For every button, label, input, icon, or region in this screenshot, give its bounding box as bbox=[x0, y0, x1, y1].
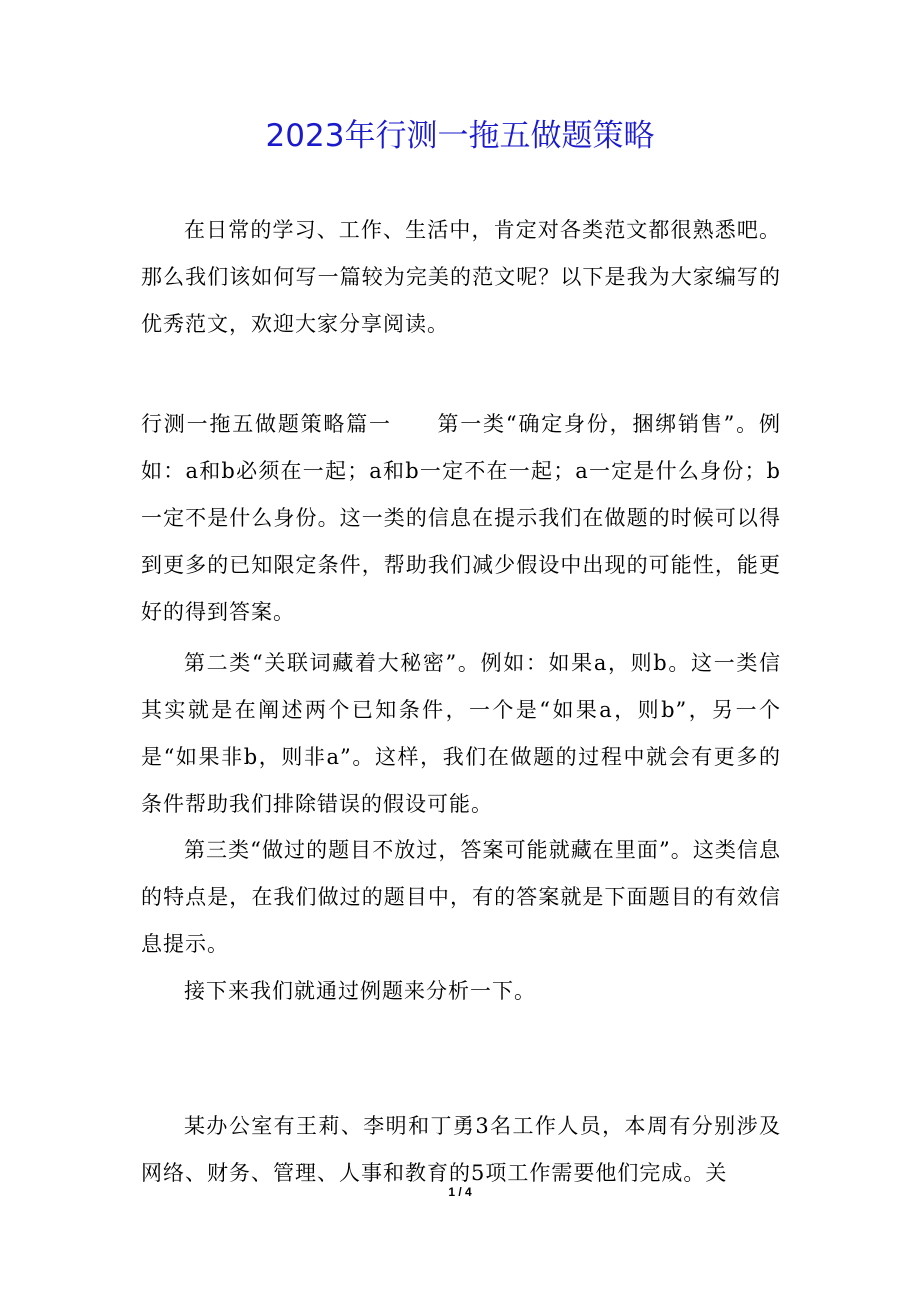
type3-paragraph: 第三类“做过的题目不放过，答案可能就藏在里面”。这类信息的特点是，在我们做过的题目中，有的答案就是下面题目的有效信息提示。 bbox=[141, 838, 781, 956]
type2-paragraph: 第二类“关联词藏着大秘密”。例如：如果a，则b。这一类信其实就是在阐述两个已知条件，一个是“如果a，则b”，另一个是“如果非b，则非a”。这样，我们在做题的过程中就会有更多的条件帮助我们排除错误的假设可能。 bbox=[141, 651, 781, 816]
page-number: 1 / 4 bbox=[448, 1185, 472, 1199]
intro-paragraph: 在日常的学习、工作、生活中，肯定对各类范文都很熟悉吧。那么我们该如何写一篇较为完美的范文呢？以下是我为大家编写的优秀范文，欢迎大家分享阅读。 bbox=[141, 218, 781, 336]
document-title: 2023年行测一拖五做题策略 bbox=[265, 118, 655, 154]
section1-paragraph: 行测一拖五做题策略篇一 第一类“确定身份，捆绑销售”。例如：a和b必须在一起；a和b一定不在一起；a一定是什么身份；b一定不是什么身份。这一类的信息在提示我们在做题的时候可以得到更多的已知限定条件，帮助我们减少假设中出现的可能性，能更好的得到答案。 bbox=[141, 412, 781, 624]
transition-paragraph: 接下来我们就通过例题来分析一下。 bbox=[184, 979, 536, 1003]
example-paragraph: 某办公室有王莉、李明和丁勇3名工作人员，本周有分别涉及网络、财务、管理、人事和教育的5项工作需要他们完成。关 bbox=[141, 1114, 781, 1185]
